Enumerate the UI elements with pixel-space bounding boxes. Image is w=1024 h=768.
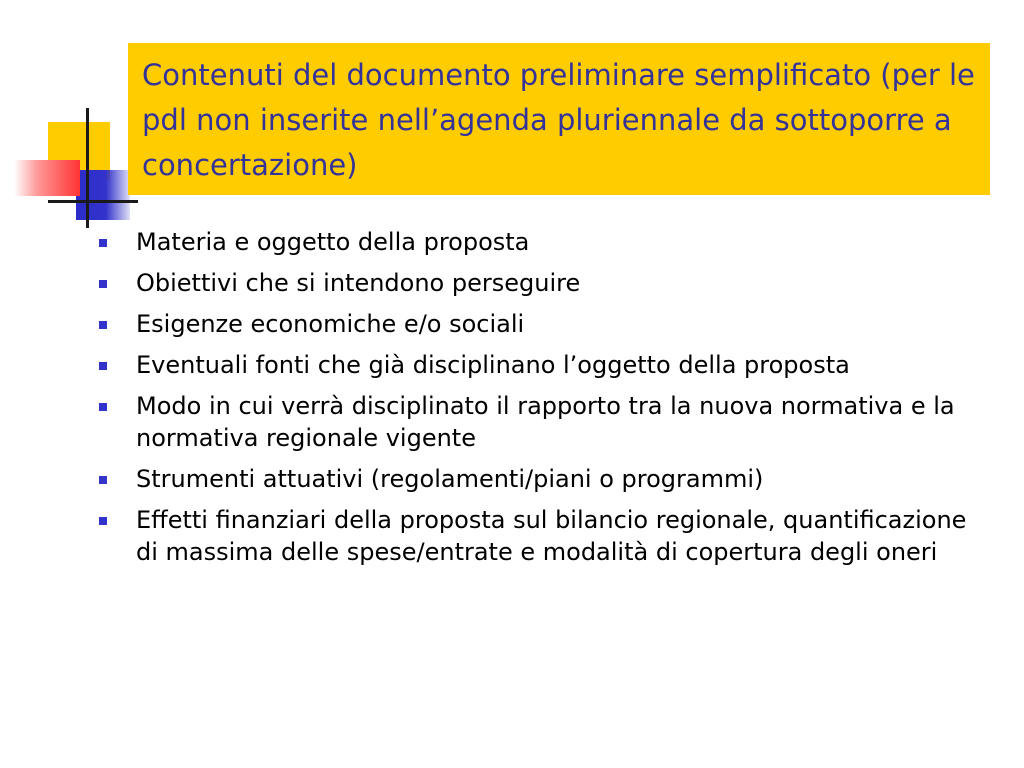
square-bullet-icon xyxy=(99,403,107,411)
bullet-text: Eventuali fonti che già disciplinano l’oggetto della proposta xyxy=(136,351,850,379)
bullet-item xyxy=(96,390,986,454)
slide-title: Contenuti del documento preliminare semplificato (per le pdl non inserite nell’agenda pluriennale da sottoporre a concertazione) xyxy=(142,58,975,182)
square-bullet-icon xyxy=(99,362,107,370)
bullet-text: Strumenti attuativi (regolamenti/piani o programmi) xyxy=(136,465,764,493)
square-bullet-icon xyxy=(99,517,107,525)
square-bullet-icon xyxy=(99,280,107,288)
square-bullet-icon xyxy=(99,476,107,484)
bullet-text: Materia e oggetto della proposta xyxy=(136,228,530,256)
bullet-item xyxy=(96,267,986,299)
decoration-red-gradient xyxy=(14,160,80,196)
bullet-text: Obiettivi che si intendono perseguire xyxy=(136,269,581,297)
title-box xyxy=(128,43,990,195)
square-bullet-icon xyxy=(99,321,107,329)
bullet-item xyxy=(96,463,986,495)
bullet-item xyxy=(96,308,986,340)
bullet-item xyxy=(96,504,986,568)
decoration-blue-square xyxy=(76,170,130,220)
bullet-item xyxy=(96,226,986,258)
bullet-item xyxy=(96,349,986,381)
square-bullet-icon xyxy=(99,239,107,247)
bullet-list xyxy=(96,226,986,577)
bullet-text: Modo in cui verrà disciplinato il rapporto tra la nuova normativa e la normativa regionale vigente xyxy=(136,392,955,452)
decoration-vertical-line xyxy=(86,108,89,228)
decoration-horizontal-line xyxy=(48,200,138,203)
bullet-text: Esigenze economiche e/o sociali xyxy=(136,310,525,338)
bullet-text: Effetti finanziari della proposta sul bilancio regionale, quantificazione di massima delle spese/entrate e modalità di copertura degli oneri xyxy=(136,506,967,566)
